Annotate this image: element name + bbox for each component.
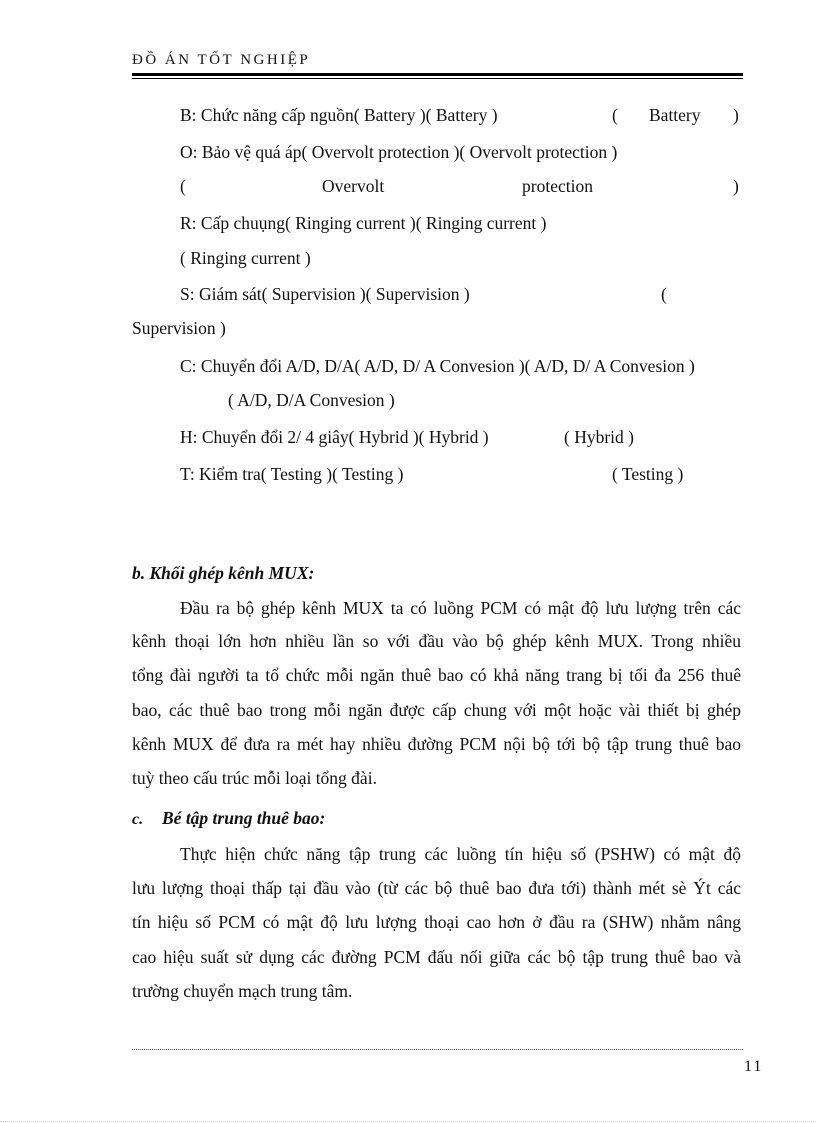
section-c-line: Thực hiện chức năng tập trung các luồng tín hiệu số (PSHW) có mật độ (180, 844, 741, 864)
footer-rule (132, 1049, 743, 1050)
function-s-text: S: Giám sát( Supervision )( Supervision ) (180, 284, 470, 304)
section-c-label: c. (132, 811, 144, 828)
section-b-line: kênh thoại lớn hơn nhiều lần so với đầu vào bộ ghép kênh MUX. Trong nhiều (132, 631, 741, 651)
function-r-continuation: ( Ringing current ) (180, 248, 311, 268)
function-s-paren-open: ( (661, 284, 667, 304)
section-c-line: trường chuyển mạch trung tâm. (132, 981, 353, 1001)
section-c-line: cao hiệu suất sử dụng các đường PCM đấu nối giữa các bộ tập trung thuê bao và (132, 947, 741, 967)
section-b-line: tuỳ theo cấu trúc mỗi loại tổng đài. (132, 768, 377, 788)
section-c-line: tín hiệu số PCM có mật độ lưu lượng thoại cao hơn ở đầu ra (SHW) nhằm nâng (132, 912, 741, 932)
function-o-word1: Overvolt (322, 176, 385, 196)
section-c-line: lưu lượng thoại thấp tại đầu vào (từ các bộ thuê bao đưa tới) thành mét sè Ýt các (132, 878, 741, 898)
page-number: 11 (744, 1058, 764, 1075)
function-o-text: O: Bảo vệ quá áp( Overvolt protection )( Overvolt protection ) (180, 142, 618, 162)
function-b-paren-open: ( (612, 105, 618, 125)
function-o-paren-close: ) (733, 176, 739, 196)
section-b-line: tổng đài người ta tổ chức mỗi ngăn thuê bao có khả năng trang bị tối đa 256 thuê (132, 665, 741, 685)
function-c-continuation: ( A/D, D/A Convesion ) (228, 390, 395, 410)
section-b-line: bao, các thuê bao trong mỗi ngăn được cấp chung với một hoặc vài thiết bị ghép (132, 700, 741, 720)
function-b-word: Battery (649, 105, 701, 125)
page-bottom-edge (0, 1121, 816, 1122)
function-r-text: R: Cấp chuụng( Ringing current )( Ringing current ) (180, 213, 547, 233)
page-header-title: ĐỒ ÁN TỐT NGHIỆP (132, 52, 311, 68)
section-b-line: Đầu ra bộ ghép kênh MUX ta có luồng PCM có mật độ lưu lượng trên các (180, 598, 741, 618)
function-o-paren-open: ( (180, 176, 186, 196)
function-t-extra: ( Testing ) (612, 464, 684, 484)
header-rule-thin (132, 78, 743, 79)
function-h-extra: ( Hybrid ) (564, 427, 634, 447)
function-s-continuation: Supervision ) (132, 318, 226, 338)
section-b-line: kênh MUX để đưa ra mét hay nhiều đường PCM nội bộ tới bộ tập trung thuê bao (132, 734, 741, 754)
function-t-text: T: Kiểm tra( Testing )( Testing ) (180, 464, 404, 484)
section-c-heading: Bé tập trung thuê bao: (162, 808, 326, 828)
function-b-text: B: Chức năng cấp nguồn( Battery )( Battery ) (180, 105, 498, 125)
section-b-heading: b. Khối ghép kênh MUX: (132, 563, 315, 583)
function-h-text: H: Chuyển đổi 2/ 4 giây( Hybrid )( Hybrid ) (180, 427, 489, 447)
function-b-paren-close: ) (733, 105, 739, 125)
function-c-text: C: Chuyển đổi A/D, D/A( A/D, D/ A Convesion )( A/D, D/ A Convesion ) (180, 356, 695, 376)
function-o-word2: protection (522, 176, 593, 196)
header-rule-thick (132, 73, 743, 76)
